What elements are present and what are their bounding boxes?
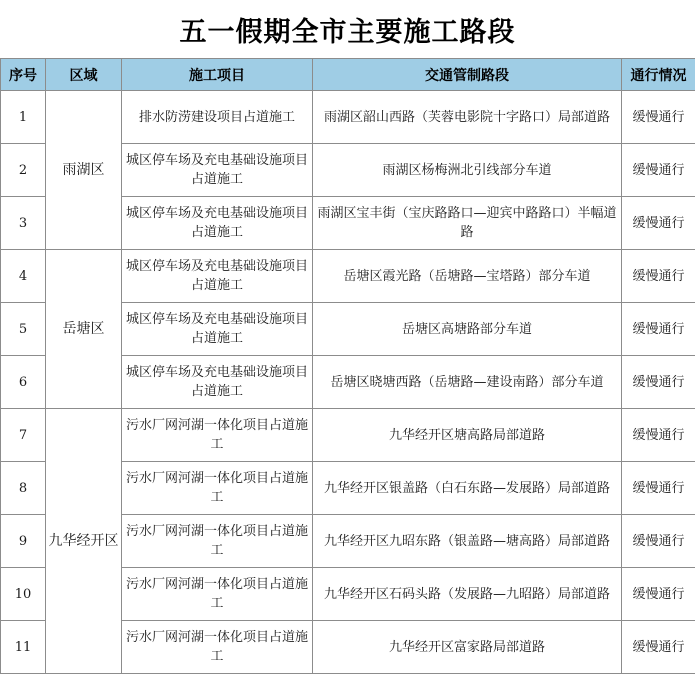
seq-cell: 6 (1, 356, 46, 409)
table-row (1, 409, 695, 462)
section-cell: 岳塘区霞光路（岳塘路—宝塔路）部分车道 (313, 250, 622, 303)
status-cell: 缓慢通行 (622, 91, 695, 144)
section-cell: 雨湖区韶山西路（芙蓉电影院十字路口）局部道路 (313, 91, 622, 144)
seq-cell: 1 (1, 91, 46, 144)
project-cell: 排水防涝建设项目占道施工 (122, 91, 313, 144)
header-row (1, 59, 695, 91)
header-district: 区域 (46, 59, 122, 91)
section-cell: 九华经开区九昭东路（银盖路—塘高路）局部道路 (313, 515, 622, 568)
table-row (1, 250, 695, 303)
section-cell: 岳塘区高塘路部分车道 (313, 303, 622, 356)
project-cell: 城区停车场及充电基础设施项目占道施工 (122, 250, 313, 303)
seq-cell: 3 (1, 197, 46, 250)
project-cell: 污水厂网河湖一体化项目占道施工 (122, 515, 313, 568)
status-cell: 缓慢通行 (622, 303, 695, 356)
seq-cell: 10 (1, 568, 46, 621)
status-cell: 缓慢通行 (622, 568, 695, 621)
status-cell: 缓慢通行 (622, 462, 695, 515)
header-status: 通行情况 (622, 59, 695, 91)
section-cell: 岳塘区晓塘西路（岳塘路—建设南路）部分车道 (313, 356, 622, 409)
header-seq: 序号 (1, 59, 46, 91)
status-cell: 缓慢通行 (622, 250, 695, 303)
seq-cell: 4 (1, 250, 46, 303)
project-cell: 污水厂网河湖一体化项目占道施工 (122, 568, 313, 621)
project-cell: 城区停车场及充电基础设施项目占道施工 (122, 144, 313, 197)
seq-cell: 2 (1, 144, 46, 197)
project-cell: 污水厂网河湖一体化项目占道施工 (122, 621, 313, 674)
status-cell: 缓慢通行 (622, 356, 695, 409)
page-title: 五一假期全市主要施工路段 (0, 0, 695, 59)
section-cell: 雨湖区杨梅洲北引线部分车道 (313, 144, 622, 197)
status-cell: 缓慢通行 (622, 515, 695, 568)
project-cell: 城区停车场及充电基础设施项目占道施工 (122, 197, 313, 250)
district-cell: 岳塘区 (46, 250, 122, 409)
project-cell: 污水厂网河湖一体化项目占道施工 (122, 462, 313, 515)
project-cell: 城区停车场及充电基础设施项目占道施工 (122, 356, 313, 409)
section-cell: 九华经开区银盖路（白石东路—发展路）局部道路 (313, 462, 622, 515)
section-cell: 九华经开区塘高路局部道路 (313, 409, 622, 462)
seq-cell: 9 (1, 515, 46, 568)
project-cell: 城区停车场及充电基础设施项目占道施工 (122, 303, 313, 356)
seq-cell: 7 (1, 409, 46, 462)
header-section: 交通管制路段 (313, 59, 622, 91)
district-cell: 九华经开区 (46, 409, 122, 674)
status-cell: 缓慢通行 (622, 409, 695, 462)
section-cell: 九华经开区富家路局部道路 (313, 621, 622, 674)
section-cell: 雨湖区宝丰街（宝庆路路口—迎宾中路路口）半幅道路 (313, 197, 622, 250)
status-cell: 缓慢通行 (622, 621, 695, 674)
seq-cell: 11 (1, 621, 46, 674)
seq-cell: 8 (1, 462, 46, 515)
section-cell: 九华经开区石码头路（发展路—九昭路）局部道路 (313, 568, 622, 621)
status-cell: 缓慢通行 (622, 197, 695, 250)
seq-cell: 5 (1, 303, 46, 356)
table-row (1, 91, 695, 144)
construction-table (0, 58, 695, 674)
district-cell: 雨湖区 (46, 91, 122, 250)
status-cell: 缓慢通行 (622, 144, 695, 197)
project-cell: 污水厂网河湖一体化项目占道施工 (122, 409, 313, 462)
header-project: 施工项目 (122, 59, 313, 91)
